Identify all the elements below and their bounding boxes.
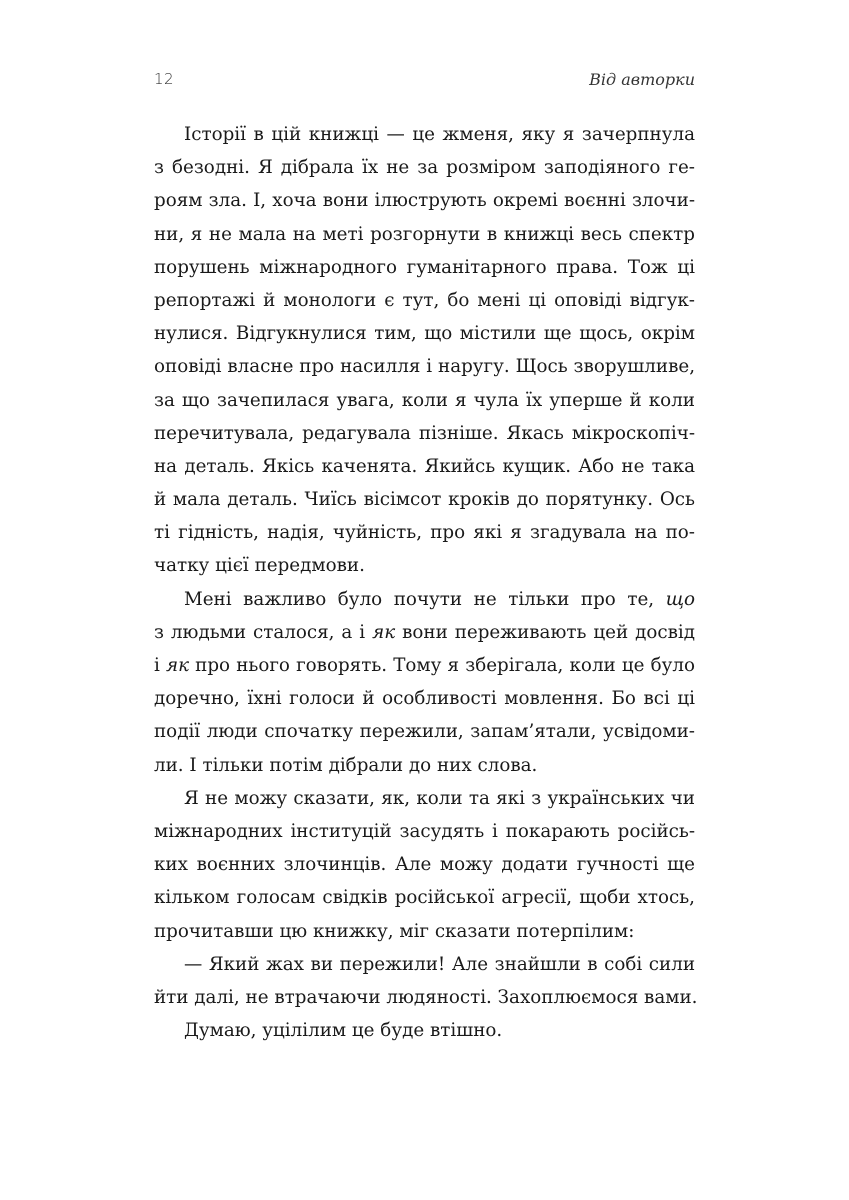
paragraph-5 (154, 1014, 695, 1047)
text-line: ких воєнних злочинців. Але можу додати гучності ще (154, 854, 695, 876)
text-line: за що зачепилася увага, коли я чула їх уперше й коли (154, 389, 695, 411)
text-run: і (154, 655, 166, 676)
paragraph-4 (154, 948, 698, 1014)
text-run: з людьми сталося, а і (154, 621, 373, 643)
text-line: чатку цієї передмови. (154, 555, 365, 577)
text-run: Мені важливо було почути не тільки про те, (184, 588, 666, 610)
text-line (154, 616, 695, 649)
running-head: Від авторки (589, 70, 695, 89)
text-line: події люди спочатку пережили, запам’ятали, усвідоми- (154, 721, 695, 743)
text-line: ни, я не мала на меті розгорнути в книжці весь спектр (154, 223, 695, 245)
emphasis: як (372, 621, 396, 643)
text-line: ті гідність, надія, чуйність, про які я згадувала на по- (154, 522, 695, 544)
text-line: кільком голосам свідків російської агресії, щоби хтось, (154, 887, 695, 909)
paragraph-3 (154, 782, 695, 948)
paragraph-2 (154, 583, 695, 782)
text-line: перечитувала, редагувала пізніше. Якась мікроскопіч- (154, 422, 695, 444)
body-text (154, 118, 698, 1047)
text-line: роям зла. І, хоча вони ілюструють окремі воєнні злочи- (154, 190, 695, 212)
page-number: 12 (154, 70, 175, 88)
text-line: — Який жах ви пережили! Але знайшли в собі сили (184, 953, 695, 975)
text-line: з безодні. Я дібрала їх не за розміром заподіяного ге- (154, 157, 695, 179)
emphasis: як (166, 655, 190, 676)
text-line: репортажі й монологи є тут, бо мені ці оповіді відгук- (154, 289, 695, 311)
paragraph-1 (154, 118, 695, 583)
text-line (154, 649, 695, 682)
text-line: оповіді власне про насилля і наругу. Щось зворушливе, (154, 356, 695, 378)
text-line (154, 583, 695, 616)
text-line: Я не можу сказати, як, коли та які з українських чи (184, 787, 695, 809)
text-run: вони переживають цей досвід (395, 621, 695, 643)
text-line: міжнародних інституцій засудять і покарають російсь- (154, 820, 695, 842)
text-run: про нього говорять. Тому я зберігала, коли це було (189, 655, 695, 676)
text-line: Думаю, уцілілим це буде втішно. (184, 1020, 503, 1042)
text-line: на деталь. Якісь каченята. Якийсь кущик. Або не така (154, 455, 695, 477)
text-line: й мала деталь. Чиїсь вісімсот кроків до порятунку. Ось (154, 489, 695, 511)
text-line: порушень міжнародного гуманітарного права. Тож ці (154, 256, 695, 278)
page-header (154, 70, 695, 94)
text-line: ли. І тільки потім дібрали до них слова. (154, 754, 538, 776)
text-line: Історії в цій книжці — це жменя, яку я зачерпнула (184, 124, 695, 145)
text-line: йти далі, не втрачаючи людяності. Захоплюємося вами. (154, 986, 698, 1008)
emphasis: що (665, 588, 695, 610)
text-line: нулися. Відгукнулися тим, що містили ще щось, окрім (154, 323, 695, 345)
text-line: доречно, їхні голоси й особливості мовлення. Бо всі ці (154, 688, 695, 710)
text-line: прочитавши цю книжку, міг сказати потерпілим: (154, 920, 635, 942)
